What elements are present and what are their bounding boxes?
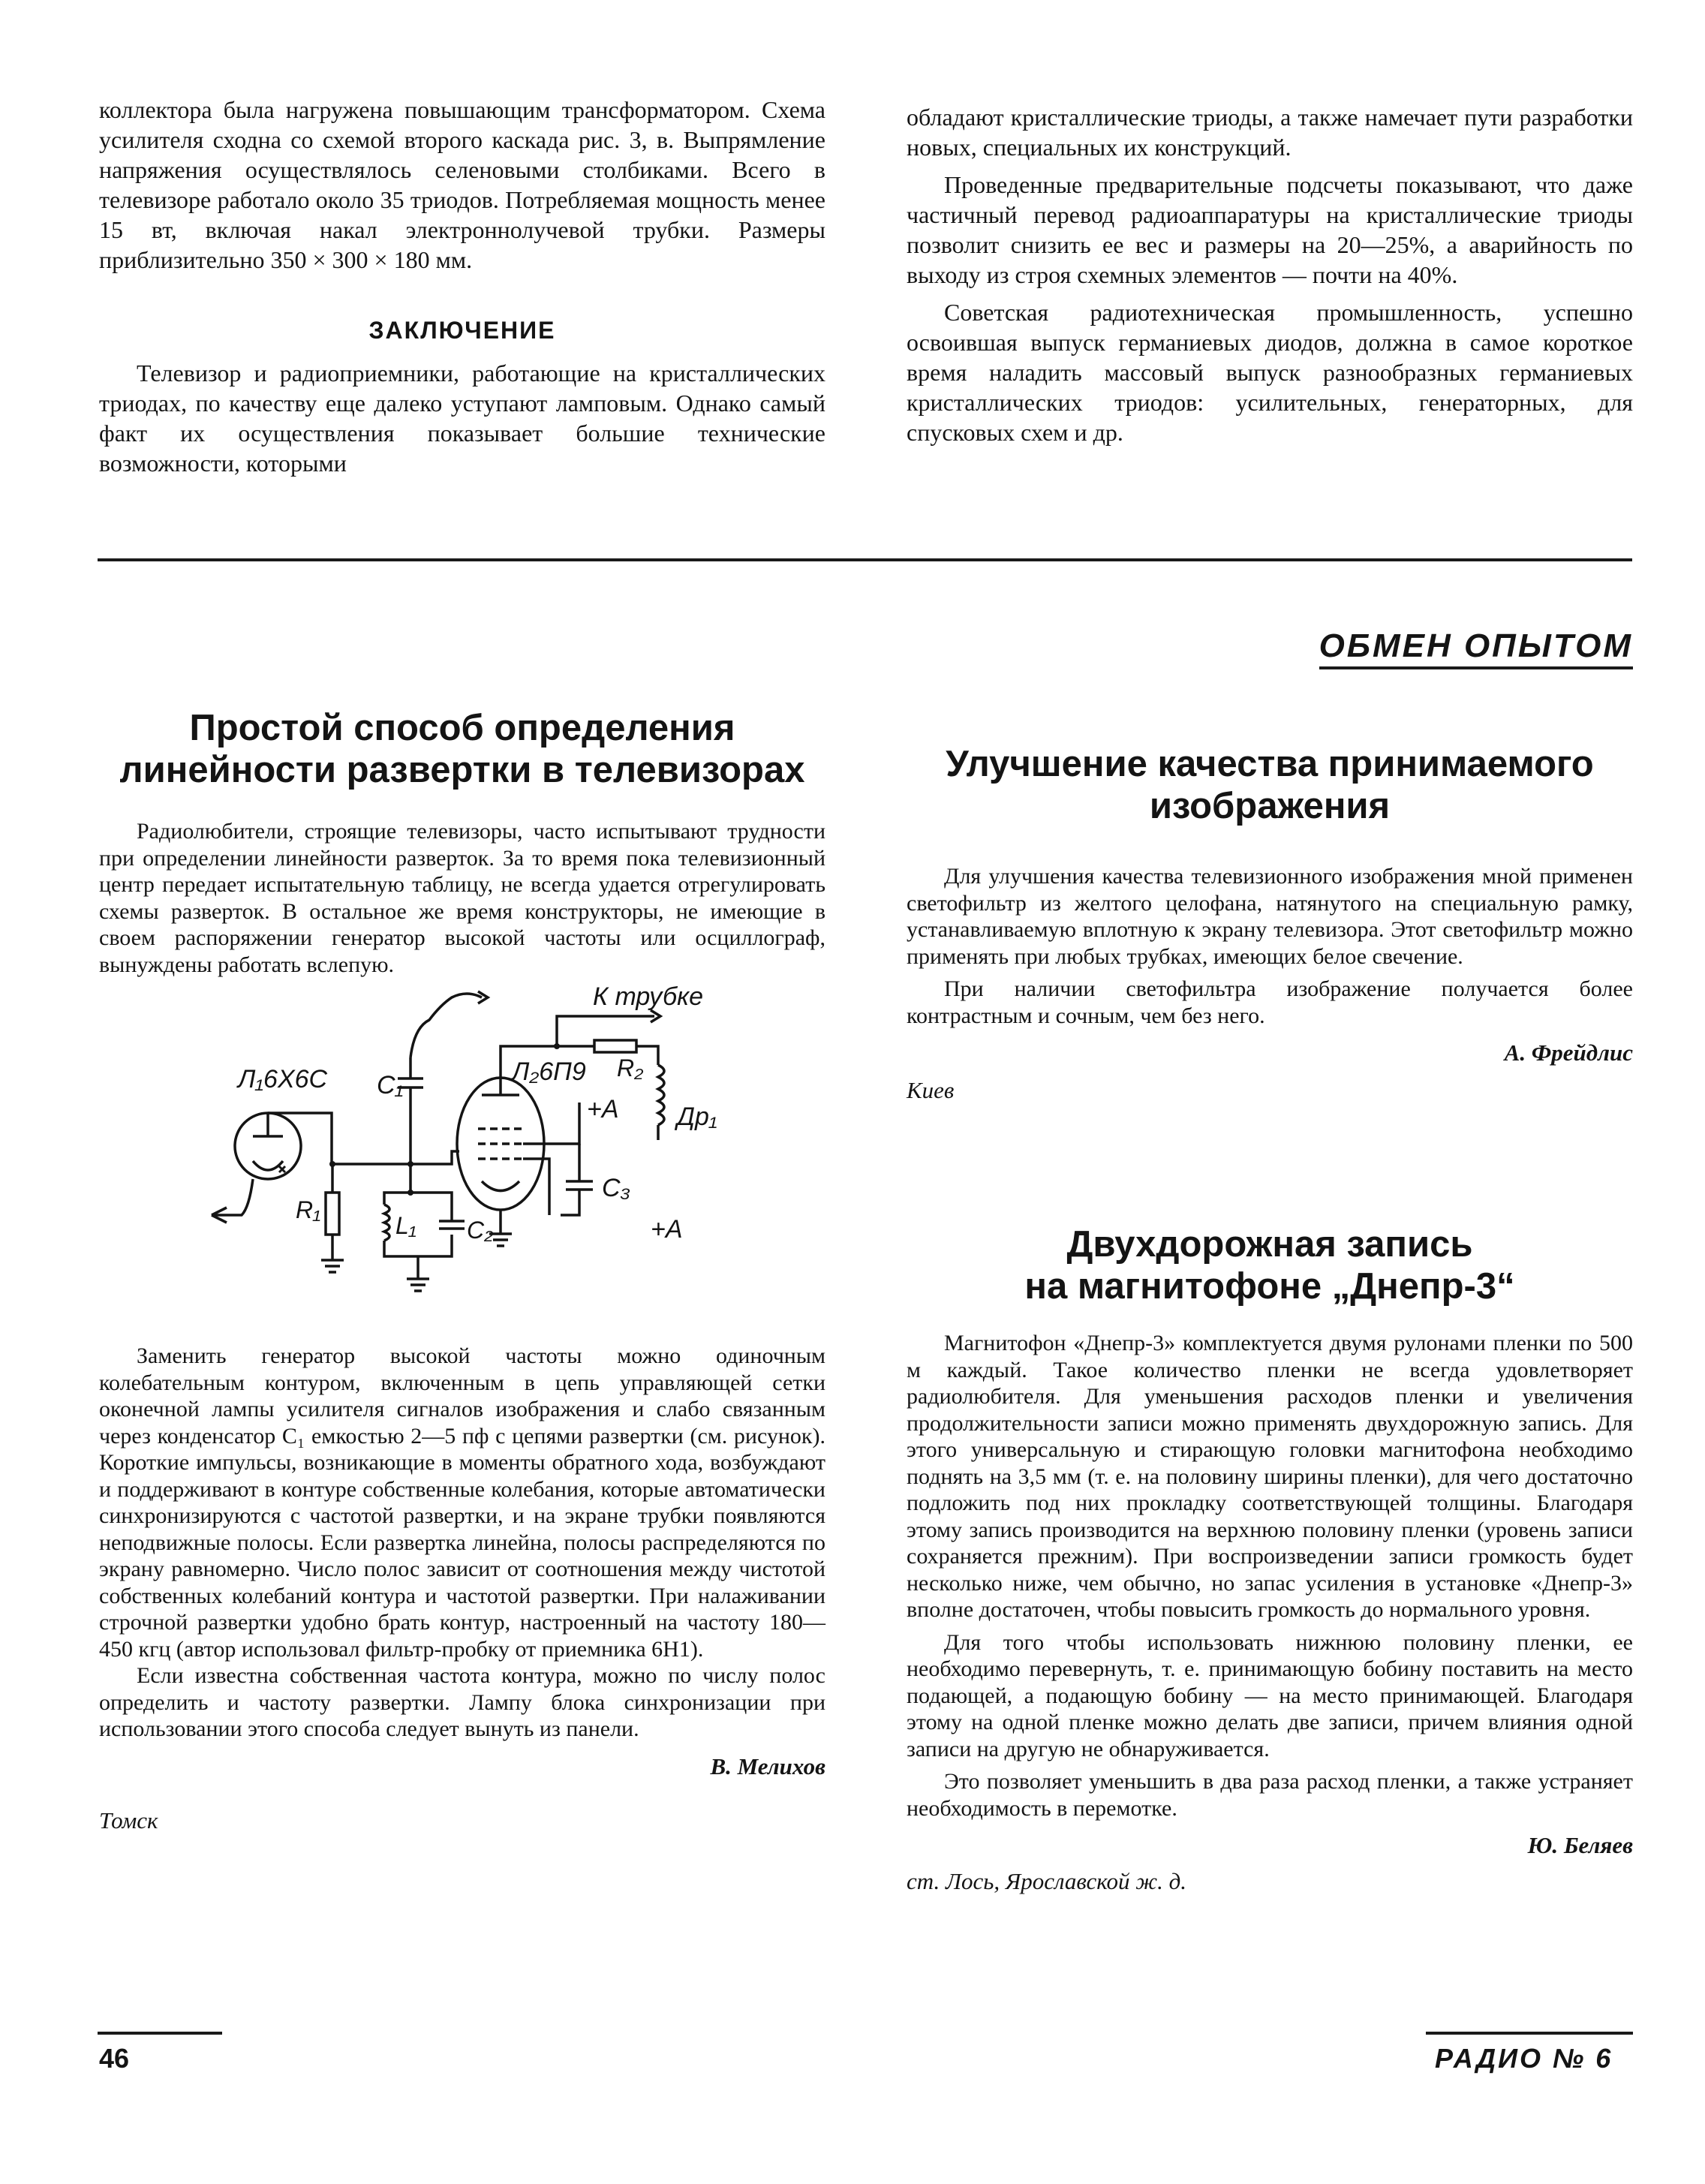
calculation-paragraph: Проведенные предварительные подсчеты показывают, что даже частичный перевод радиоаппаратуры на кристаллические триоды позволит снизить ее вес и размеры на 20—25%, а аварийность по выходу из строя схемных элементов — почти на 40%. — [907, 171, 1633, 288]
article-image-p2: При наличии светофильтра изображение получается более контрастным и сочным, чем без него. — [907, 976, 1633, 1028]
conclusion-heading: ЗАКЛЮЧЕНИЕ — [368, 317, 556, 344]
c1-label: C₁ — [377, 1071, 404, 1100]
article-image-title-line1: Улучшение качества принимаемого — [946, 744, 1594, 784]
r2-label: R₂ — [617, 1054, 644, 1081]
article-two-track-p1: Магнитофон «Днепр-3» комплектуется двумя рулонами пленки по 500 м каждый. Такое количество пленки не всегда удовлетворяет радиолюбителя. Для уменьшения расходов пленки и увеличения продолжительности записи можно применять двухдорожную запись. Для этого универсальную и стирающую головки магнитофона необходимо поднять на 3,5 мм (т. е. на половину ширины пленки), для чего достаточно подложить под них прокладку соответствующей толщины. Благодаря этому запись производится на верхнюю половину пленки (уровень записи сохраняется прежним). При воспроизведении записи громкость будет несколько ниже, чем обычно, но запас усиления в установке «Днепр-3» вполне достаточен, чтобы повысить громкость до нормального уровня. — [907, 1331, 1633, 1622]
dr1-label: Др₁ — [677, 1103, 717, 1131]
article-image-title-line2: изображения — [1149, 786, 1391, 826]
lamp1-label: Л₁6Х6С — [238, 1065, 328, 1094]
continued-paragraph-right: обладают кристаллические триоды, а также намечает пути разработки новых, специальных их конструкций. — [907, 104, 1633, 161]
schematic-drawing — [99, 982, 825, 1335]
article-two-track-title-line1: Двухдорожная запись — [1066, 1224, 1473, 1265]
article-two-track-p2: Для того чтобы использовать нижнюю половину пленки, ее необходимо перевернуть, т. е. принимающую бобину поставить на место подающей, а подающую бобину — на место принимающей. Благодаря этому на одной пленке можно делать две записи, причем влияния одной записи на другую не обнаруживается. — [907, 1629, 1633, 1761]
journal-issue: РАДИО № 6 — [1435, 2043, 1613, 2074]
l1-label: L₁ — [395, 1212, 416, 1239]
anode1-label: +А — [587, 1095, 619, 1124]
article-linearity-place: Томск — [99, 1806, 158, 1834]
c3-label: C₃ — [602, 1174, 631, 1202]
continued-paragraph: коллектора была нагружена повышающим трансформатором. Схема усилителя сходна со схемой второго каскада рис. 3, в. Выпрямление напряжения осуществлялось селеновыми столбиками. Всего в телевизоре работало около 35 триодов. Потребляемая мощность менее 15 вт, включая накал электроннолучевой трубки. Размеры приблизительно 350 × 300 × 180 мм. — [99, 96, 825, 273]
circuit-schematic — [99, 982, 825, 1335]
article-image-place: Киев — [907, 1077, 955, 1103]
top-left-column — [99, 95, 825, 478]
conclusion-paragraph: Телевизор и радиоприемники, работающие на кристаллических триодах, по качеству еще далеко уступают ламповым. Однако самый факт их осуществления показывает большие технические возможности, которыми — [99, 359, 825, 477]
page-number: 46 — [99, 2043, 130, 2074]
r1-label: R₁ — [296, 1196, 321, 1223]
article-linearity-closing: Если известна собственная частота контура, можно по числу полос определить и частоту развертки. Лампу блока синхронизации при использовании этого способа следует вынуть из панели. — [99, 1663, 825, 1741]
industry-paragraph: Советская радиотехническая промышленность, успешно освоившая выпуск германиевых диодов, должна в самое короткое время наладить массовый выпуск разнообразных германиевых кристаллических триодов: усилительных, генераторных, для спусковых схем и др. — [907, 299, 1633, 446]
article-image-quality — [907, 743, 1633, 1104]
footer-rule-left — [98, 2032, 222, 2035]
article-linearity-author: В. Мелихов — [710, 1752, 825, 1779]
article-image-author: А. Фрейдлис — [1504, 1039, 1633, 1066]
article-linearity-title-line2: линейности развертки в телевизорах — [119, 750, 805, 790]
article-linearity-title-line1: Простой способ определения — [189, 708, 735, 748]
article-two-track-title-line2: на магнитофоне „Днепр-3“ — [1024, 1266, 1515, 1307]
article-linearity-intro: Радиолюбители, строящие телевизоры, часто испытывают трудности при определении линейности разверток. За то время пока телевизионный центр передает испытательную таблицу, не всегда удается отрегулировать схемы разверток. В остальное же время конструкторы, не имеющие в своем распоряжении генератор высокой частоты или осциллограф, вынуждены работать вслепую. — [99, 819, 825, 977]
article-two-track-place: ст. Лось, Ярославской ж. д. — [907, 1868, 1187, 1894]
article-linearity-body: Заменить генератор высокой частоты можно одиночным колебательным контуром, включенным в цепь управляющей сетки оконечной лампы усилителя сигналов изображения и слабо связанным через конденсатор C₁ емкостью 2—5 пф с цепями развертки (см. рисунок). Короткие импульсы, возникающие в моменты обратного хода, возбуждают и поддерживают в контуре собственные колебания, которые автоматически синхронизируются с частотой развертки, и на экране трубки появляются неподвижные полосы. Если развертка линейна, полосы распределяются по экрану равномерно. Число полос зависит от соотношения между чистотой собственных колебаний контура и частотой развертки. При налаживании строчной развертки удобно брать контур, настроенный на частоту 180—450 кгц (автор использовал фильтр-пробку от приемника 6Н1). — [99, 1343, 825, 1662]
article-linearity — [99, 707, 825, 1834]
to-tube-label: К трубке — [593, 982, 704, 1011]
article-two-track — [907, 1223, 1633, 1895]
lamp2-label: Л₂6П9 — [512, 1057, 586, 1086]
c2-label: C₂ — [467, 1217, 494, 1244]
section-divider — [98, 558, 1632, 561]
anode2-label: +А — [651, 1215, 683, 1244]
article-two-track-author: Ю. Беляев — [1527, 1832, 1633, 1858]
top-right-column — [907, 102, 1633, 447]
article-image-p1: Для улучшения качества телевизионного изображения мной применен светофильтр из желтого целофана, натянутого на специальную рамку, устанавливаемую вплотную к экрану телевизора. Этот светофильтр можно применять при любых трубках, имеющих белое свечение. — [907, 864, 1633, 969]
footer-rule-right — [1426, 2032, 1633, 2035]
section-rubric: ОБМЕН ОПЫТОМ — [1319, 627, 1633, 669]
article-two-track-p3: Это позволяет уменьшить в два раза расход пленки, а также устраняет необходимость в перемотке. — [907, 1769, 1633, 1821]
